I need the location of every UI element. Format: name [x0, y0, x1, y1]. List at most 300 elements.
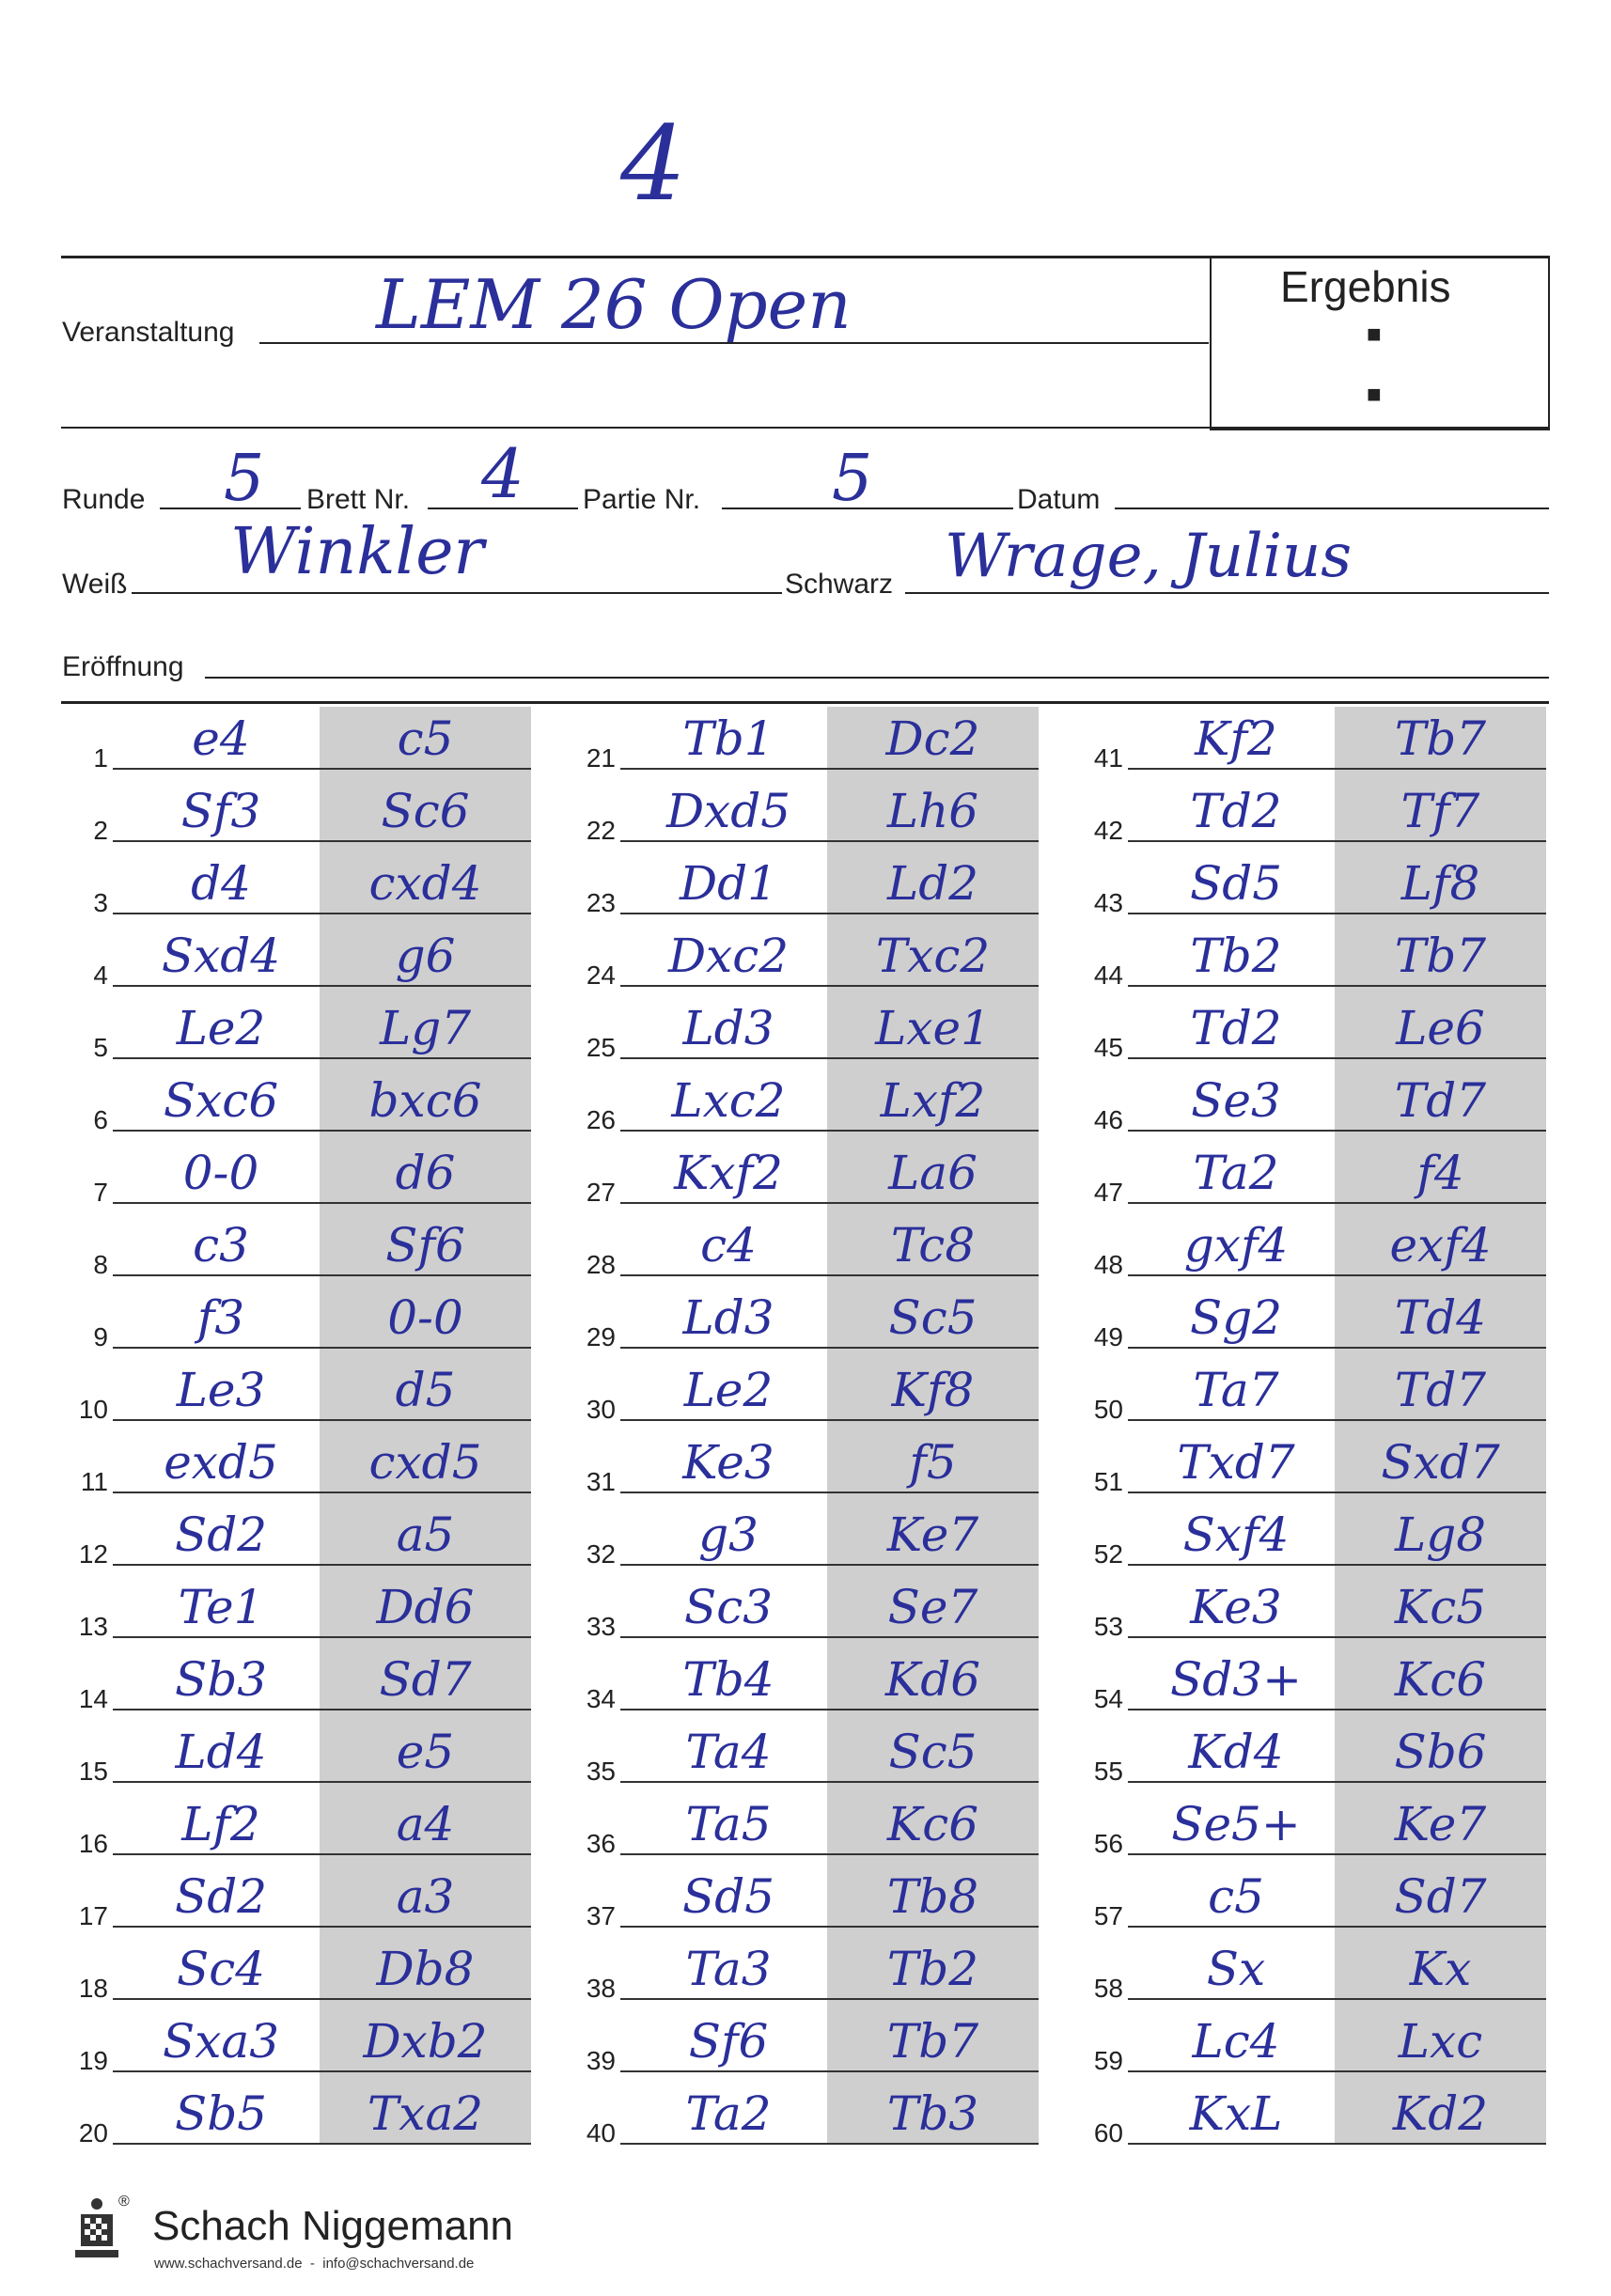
move-row	[61, 1069, 536, 1141]
move-number: 43	[1093, 888, 1123, 917]
brand-name: Schach Niggemann	[152, 2203, 514, 2249]
black-move-line	[827, 913, 1039, 914]
black-move-line	[1335, 1057, 1546, 1059]
move-row	[1076, 924, 1551, 996]
black-move-line	[1335, 1419, 1546, 1421]
move-number: 23	[586, 888, 616, 917]
white-move: Sg2	[1189, 1290, 1283, 1345]
white-move-line	[620, 1709, 827, 1710]
move-row	[569, 1865, 1043, 1937]
white-move-line	[1128, 1926, 1335, 1928]
move-row	[569, 924, 1043, 996]
black-move-line	[1335, 1274, 1546, 1276]
black-move-line	[320, 1347, 531, 1349]
white-move-line	[1128, 1636, 1335, 1638]
black-move: Ke7	[886, 1507, 979, 1562]
white-move-line	[113, 1202, 320, 1204]
move-row	[61, 996, 536, 1069]
black-line	[905, 592, 1549, 594]
white-move: Ta2	[1193, 1146, 1279, 1200]
move-number: 55	[1093, 1757, 1123, 1786]
white-move: Sd5	[1189, 856, 1283, 911]
black-move-line	[320, 1781, 531, 1783]
black-move-line	[320, 913, 531, 914]
result-label: Ergebnis	[1280, 262, 1451, 311]
white-move-line	[113, 1926, 320, 1928]
moves-column-3	[1076, 707, 1551, 2154]
move-number: 19	[78, 2046, 108, 2075]
black-move: a5	[396, 1507, 455, 1562]
move-row	[1076, 2009, 1551, 2082]
move-number: 56	[1093, 1829, 1123, 1858]
white-move-line	[1128, 1564, 1335, 1566]
white-move-line	[620, 1853, 827, 1855]
moves-column-2	[569, 707, 1043, 2154]
black-move: Sc5	[888, 1725, 978, 1779]
move-number: 36	[586, 1829, 616, 1858]
white-move-line	[113, 1564, 320, 1566]
black-move-line	[320, 2070, 531, 2072]
black-move: 0-0	[387, 1290, 463, 1345]
move-row	[569, 1503, 1043, 1575]
white-move: Ta3	[685, 1942, 772, 1996]
move-row	[1076, 1648, 1551, 1720]
black-move-line	[827, 1130, 1039, 1132]
board-number-mark: 4	[620, 103, 686, 224]
white-move-line	[1128, 1492, 1335, 1493]
black-move: d6	[395, 1146, 456, 1200]
white-move: c3	[193, 1218, 249, 1273]
white-move: Ke3	[682, 1435, 774, 1490]
white-move-line	[113, 1492, 320, 1493]
move-number: 5	[93, 1033, 108, 1062]
move-row	[569, 1720, 1043, 1792]
opening-label: Eröffnung	[62, 651, 184, 682]
move-row	[1076, 851, 1551, 924]
move-row	[569, 1575, 1043, 1648]
move-row	[569, 779, 1043, 851]
black-move: Sd7	[1394, 1869, 1487, 1924]
black-move-line	[320, 1926, 531, 1928]
board-value: 4	[481, 434, 524, 513]
black-move-line	[1335, 985, 1546, 987]
move-row	[569, 1648, 1043, 1720]
black-move-line	[320, 1492, 531, 1493]
move-number: 28	[586, 1250, 616, 1279]
white-move-line	[1128, 1347, 1335, 1349]
white-move: Sc3	[683, 1580, 774, 1634]
black-move: Tf7	[1400, 784, 1480, 838]
black-move: exf4	[1389, 1218, 1492, 1273]
black-move: Lg8	[1394, 1507, 1487, 1562]
black-move-line	[1335, 840, 1546, 842]
move-row	[61, 2082, 536, 2154]
white-move: Sb3	[174, 1652, 268, 1707]
black-move: Kc6	[886, 1797, 979, 1851]
move-number: 26	[586, 1105, 616, 1134]
registered-mark: ®	[118, 2194, 130, 2210]
black-move-line	[827, 1564, 1039, 1566]
header-mid-rule	[61, 427, 1549, 429]
move-number: 51	[1093, 1467, 1123, 1496]
white-move-line	[1128, 1057, 1335, 1059]
white-move: Td2	[1190, 784, 1282, 838]
black-move: Lxc	[1398, 2014, 1483, 2069]
move-row	[61, 2009, 536, 2082]
move-number: 2	[93, 816, 108, 845]
black-move: Sd7	[379, 1652, 472, 1707]
black-move: La6	[888, 1146, 978, 1200]
white-move: Te1	[178, 1580, 264, 1634]
white-move: Txd7	[1177, 1435, 1295, 1490]
move-number: 46	[1093, 1105, 1123, 1134]
move-number: 27	[586, 1178, 616, 1207]
move-number: 29	[586, 1322, 616, 1351]
black-move: Dxb2	[363, 2014, 488, 2069]
white-move-line	[113, 1781, 320, 1783]
black-move-line	[827, 1347, 1039, 1349]
move-number: 21	[586, 743, 616, 773]
white-move: Lc4	[1192, 2014, 1280, 2069]
move-number: 48	[1093, 1250, 1123, 1279]
move-row	[1076, 1358, 1551, 1430]
black-move: Lxf2	[880, 1073, 986, 1128]
white-move-line	[113, 1274, 320, 1276]
white-move-line	[620, 1274, 827, 1276]
move-number: 7	[93, 1178, 108, 1207]
move-number: 4	[93, 961, 108, 990]
move-row	[569, 1792, 1043, 1865]
move-number: 54	[1093, 1684, 1123, 1713]
black-move-line	[827, 1709, 1039, 1710]
move-number: 1	[93, 743, 108, 773]
move-number: 50	[1093, 1395, 1123, 1424]
white-move-line	[1128, 985, 1335, 987]
white-move: Sd3+	[1170, 1652, 1302, 1707]
white-move-line	[113, 1419, 320, 1421]
white-move: e4	[192, 711, 250, 766]
move-number: 38	[586, 1974, 616, 2003]
move-row	[61, 1792, 536, 1865]
black-move-line	[320, 1998, 531, 2000]
black-move: cxd5	[368, 1435, 482, 1490]
white-move-line	[113, 1057, 320, 1059]
white-move: c5	[1208, 1869, 1264, 1924]
white-move-line	[113, 1636, 320, 1638]
white-move: g3	[698, 1507, 759, 1562]
move-number: 40	[586, 2118, 616, 2148]
white-move-line	[113, 2143, 320, 2145]
black-move-line	[320, 1636, 531, 1638]
event-label: Veranstaltung	[62, 317, 235, 348]
move-number: 58	[1093, 1974, 1123, 2003]
black-move-line	[320, 1130, 531, 1132]
result-dot-1: ■	[1367, 320, 1382, 348]
black-move: Sf6	[385, 1218, 465, 1273]
white-move-line	[113, 985, 320, 987]
opening-line	[205, 677, 1549, 679]
move-number: 34	[586, 1684, 616, 1713]
white-move: Ta7	[1193, 1363, 1279, 1417]
black-move-line	[320, 1419, 531, 1421]
black-move: Ld2	[886, 856, 979, 911]
move-number: 15	[78, 1757, 108, 1786]
move-number: 37	[586, 1901, 616, 1930]
black-move: Tb7	[1394, 711, 1487, 766]
black-move: Dd6	[376, 1580, 475, 1634]
black-move: bxc6	[368, 1073, 482, 1128]
black-move: Tb7	[886, 2014, 979, 2069]
black-move: Le6	[1396, 1001, 1485, 1055]
move-number: 12	[78, 1539, 108, 1569]
date-label: Datum	[1017, 484, 1101, 515]
white-move: Td2	[1190, 1001, 1282, 1055]
move-row	[1076, 1069, 1551, 1141]
move-row	[569, 2082, 1043, 2154]
move-number: 6	[93, 1105, 108, 1134]
white-move-line	[620, 1130, 827, 1132]
black-move: a3	[396, 1869, 455, 1924]
black-move-line	[320, 2143, 531, 2145]
move-number: 59	[1093, 2046, 1123, 2075]
white-move-line	[620, 913, 827, 914]
white-move: Se5+	[1171, 1797, 1301, 1851]
game-label: Partie Nr.	[583, 484, 701, 515]
white-move: Dxd5	[665, 784, 791, 838]
white-move-line	[1128, 2143, 1335, 2145]
white-move-line	[1128, 1274, 1335, 1276]
white-move-line	[620, 840, 827, 842]
move-row	[569, 1141, 1043, 1213]
white-move: Ld3	[682, 1001, 774, 1055]
move-row	[569, 1213, 1043, 1286]
move-row	[61, 1575, 536, 1648]
black-move-line	[827, 1853, 1039, 1855]
move-row	[61, 851, 536, 924]
black-move: Lh6	[886, 784, 979, 838]
move-row	[1076, 1720, 1551, 1792]
move-row	[569, 707, 1043, 779]
black-move-line	[827, 2143, 1039, 2145]
black-move-line	[1335, 1926, 1546, 1928]
white-move: Ta5	[685, 1797, 772, 1851]
black-move: Tb3	[886, 2086, 979, 2141]
move-number: 53	[1093, 1612, 1123, 1641]
white-move: Sxc6	[163, 1073, 279, 1128]
black-move: Kf8	[891, 1363, 975, 1417]
white-move: Lf2	[181, 1797, 260, 1851]
white-move: Sb5	[174, 2086, 268, 2141]
round-label: Runde	[62, 484, 146, 515]
move-number: 60	[1093, 2118, 1123, 2148]
white-move: Se3	[1191, 1073, 1281, 1128]
white-move-line	[620, 1781, 827, 1783]
round-value: 5	[224, 442, 265, 516]
white-move: 0-0	[182, 1146, 259, 1200]
white-move: Le3	[176, 1363, 266, 1417]
move-row	[61, 1865, 536, 1937]
black-move-line	[1335, 1709, 1546, 1710]
move-number: 11	[80, 1467, 108, 1496]
board-label: Brett Nr.	[306, 484, 411, 515]
black-move: Kc6	[1394, 1652, 1487, 1707]
white-move: d4	[191, 856, 251, 911]
white-move: Ta4	[685, 1725, 772, 1779]
white-move-line	[1128, 1709, 1335, 1710]
black-move: Lxe1	[875, 1001, 991, 1055]
white-move: Sx	[1206, 1942, 1266, 1996]
white-value: Winkler	[230, 515, 484, 589]
white-move-line	[113, 1130, 320, 1132]
move-row	[61, 1503, 536, 1575]
white-move-line	[620, 2070, 827, 2072]
move-row	[1076, 1213, 1551, 1286]
move-row	[61, 1720, 536, 1792]
black-move: Kx	[1409, 1942, 1472, 1996]
black-move-line	[320, 1564, 531, 1566]
white-move: Sd2	[174, 1507, 268, 1562]
white-move-line	[113, 1709, 320, 1710]
white-move-line	[620, 1492, 827, 1493]
black-move: Sc6	[381, 784, 470, 838]
white-move: Kxf2	[674, 1146, 783, 1200]
move-row	[569, 1286, 1043, 1358]
white-move-line	[1128, 840, 1335, 842]
move-number: 52	[1093, 1539, 1123, 1569]
move-row	[1076, 1503, 1551, 1575]
black-move: Lf8	[1400, 856, 1480, 911]
move-number: 35	[586, 1757, 616, 1786]
move-row	[1076, 2082, 1551, 2154]
white-move-line	[620, 768, 827, 770]
move-number: 45	[1093, 1033, 1123, 1062]
move-row	[569, 1358, 1043, 1430]
white-move: f3	[196, 1290, 245, 1345]
white-move: Le2	[683, 1363, 774, 1417]
black-move: g6	[395, 929, 456, 983]
move-row	[1076, 996, 1551, 1069]
black-label: Schwarz	[785, 569, 894, 600]
black-move: Ke7	[1394, 1797, 1487, 1851]
black-move: f5	[909, 1435, 957, 1490]
white-move-line	[620, 1926, 827, 1928]
move-row	[61, 1358, 536, 1430]
black-move-line	[320, 1274, 531, 1276]
black-move: Sxd7	[1381, 1435, 1500, 1490]
black-move-line	[827, 768, 1039, 770]
white-move-line	[113, 1853, 320, 1855]
white-move-line	[1128, 913, 1335, 914]
white-move: Ta2	[685, 2086, 772, 2141]
move-number: 30	[586, 1395, 616, 1424]
move-number: 9	[93, 1322, 108, 1351]
black-move-line	[1335, 1564, 1546, 1566]
black-move: Dc2	[885, 711, 980, 766]
move-number: 32	[586, 1539, 616, 1569]
move-number: 18	[78, 1974, 108, 2003]
move-row	[1076, 779, 1551, 851]
moves-column-1	[61, 707, 536, 2154]
black-move: Td4	[1394, 1290, 1487, 1345]
black-move-line	[827, 2070, 1039, 2072]
move-row	[1076, 1575, 1551, 1648]
white-move-line	[620, 2143, 827, 2145]
move-row	[569, 1069, 1043, 1141]
black-move-line	[1335, 913, 1546, 914]
white-move-line	[113, 1998, 320, 2000]
move-number: 57	[1093, 1901, 1123, 1930]
black-move: a4	[396, 1797, 455, 1851]
move-number: 44	[1093, 961, 1123, 990]
move-row	[61, 924, 536, 996]
black-move: Db8	[376, 1942, 475, 1996]
black-move-line	[320, 1709, 531, 1710]
date-line	[1115, 508, 1549, 509]
white-line	[132, 592, 782, 594]
move-number: 3	[93, 888, 108, 917]
move-row	[61, 1648, 536, 1720]
black-move-line	[320, 768, 531, 770]
white-move-line	[620, 1564, 827, 1566]
black-move: Tb7	[1394, 929, 1487, 983]
black-move: Sb6	[1394, 1725, 1487, 1779]
game-value: 5	[832, 442, 873, 516]
white-move-line	[620, 1419, 827, 1421]
black-move-line	[827, 985, 1039, 987]
white-move: KxL	[1189, 2086, 1283, 2141]
black-move: Kd2	[1392, 2086, 1489, 2141]
black-move: Lg7	[379, 1001, 472, 1055]
move-row	[1076, 1792, 1551, 1865]
white-move-line	[1128, 2070, 1335, 2072]
white-move: Tb4	[682, 1652, 774, 1707]
move-row	[61, 779, 536, 851]
move-row	[61, 707, 536, 779]
move-number: 13	[78, 1612, 108, 1641]
black-move-line	[1335, 1853, 1546, 1855]
black-move-line	[320, 1057, 531, 1059]
white-move-line	[1128, 1419, 1335, 1421]
white-move-line	[1128, 1998, 1335, 2000]
move-row	[1076, 1430, 1551, 1503]
white-move: Sxa3	[162, 2014, 280, 2069]
brand-contact: www.schachversand.de - info@schachversand.de	[154, 2256, 475, 2272]
move-number: 10	[78, 1395, 108, 1424]
white-move-line	[620, 1998, 827, 2000]
black-move-line	[320, 1202, 531, 1204]
black-move-line	[1335, 2070, 1546, 2072]
black-move: Txc2	[875, 929, 991, 983]
black-move-line	[827, 1636, 1039, 1638]
white-move-line	[113, 840, 320, 842]
white-move: Sf6	[688, 2014, 769, 2069]
black-move-line	[320, 840, 531, 842]
white-move-line	[620, 1347, 827, 1349]
black-move-line	[320, 985, 531, 987]
move-number: 42	[1093, 816, 1123, 845]
black-move: Td7	[1394, 1363, 1487, 1417]
black-move: d5	[395, 1363, 456, 1417]
result-dot-2: ■	[1367, 380, 1382, 408]
move-number: 24	[586, 961, 616, 990]
white-move-line	[620, 1636, 827, 1638]
white-move-line	[113, 1347, 320, 1349]
white-move: Sxd4	[161, 929, 281, 983]
black-move-line	[827, 1781, 1039, 1783]
black-move: Se7	[887, 1580, 978, 1634]
black-move-line	[320, 1853, 531, 1855]
move-number: 20	[78, 2118, 108, 2148]
